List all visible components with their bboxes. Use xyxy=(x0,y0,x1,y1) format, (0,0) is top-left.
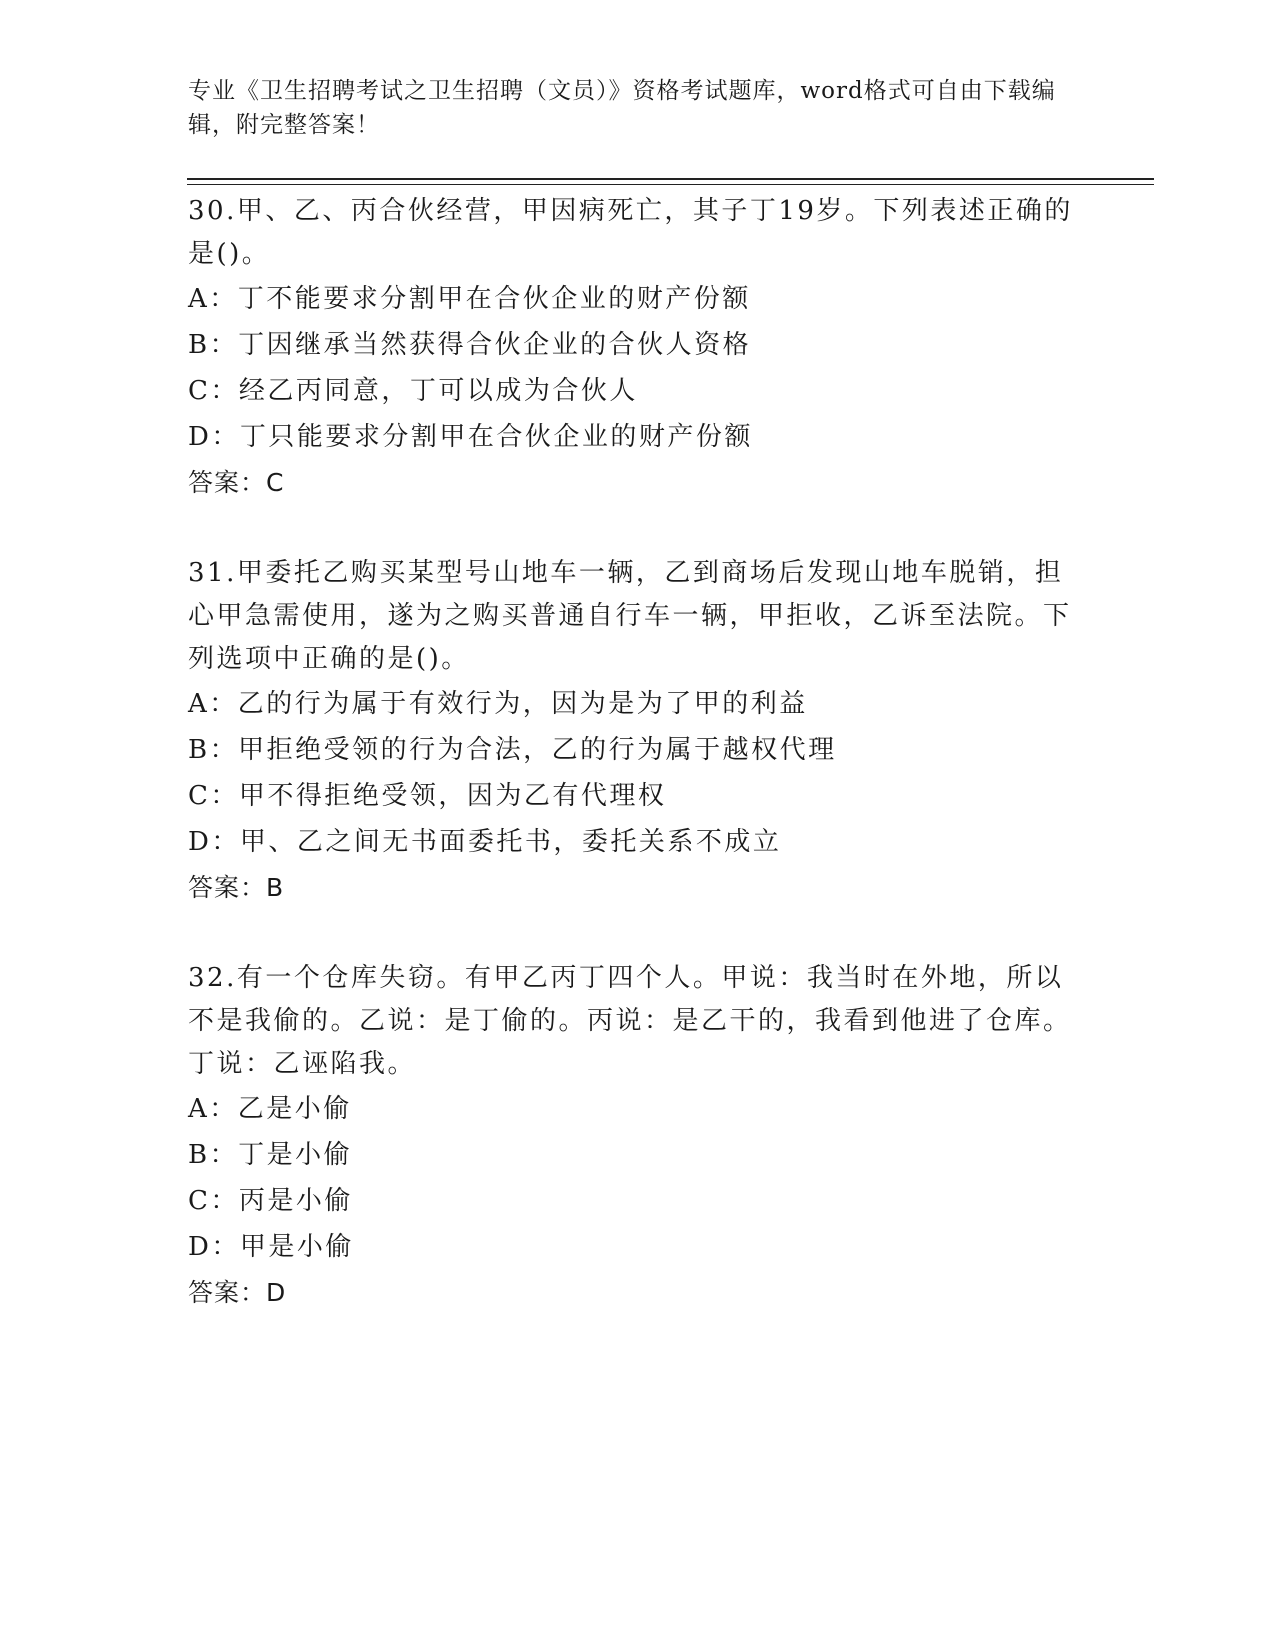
answer: 答案：C xyxy=(188,468,285,497)
question-31 xyxy=(188,552,1088,911)
question-stem: 30.甲、乙、丙合伙经营，甲因病死亡，其子丁19岁。下列表述正确的是()。 xyxy=(188,196,1073,269)
option-a: A：乙是小偷 xyxy=(188,1094,352,1124)
option-d: D：甲是小偷 xyxy=(188,1232,354,1262)
option-b: B：丁是小偷 xyxy=(188,1140,353,1170)
option-b: B：丁因继承当然获得合伙企业的合伙人资格 xyxy=(188,330,752,360)
question-stem: 32.有一个仓库失窃。有甲乙丙丁四个人。甲说：我当时在外地，所以不是我偷的。乙说：是丁偷的。丙说：是乙干的，我看到他进了仓库。丁说：乙诬陷我。 xyxy=(188,963,1072,1079)
option-a: A：丁不能要求分割甲在合伙企业的财产份额 xyxy=(188,284,751,314)
document-header: 专业《卫生招聘考试之卫生招聘（文员）》资格考试题库，word格式可自由下载编辑，附完整答案！ xyxy=(188,78,1056,138)
answer: 答案：B xyxy=(188,873,285,902)
question-30 xyxy=(188,190,1088,506)
option-a: A：乙的行为属于有效行为，因为是为了甲的利益 xyxy=(188,689,808,719)
option-d: D：丁只能要求分割甲在合伙企业的财产份额 xyxy=(188,422,753,452)
option-c: C：甲不得拒绝受领，因为乙有代理权 xyxy=(188,781,667,811)
option-c: C：经乙丙同意，丁可以成为合伙人 xyxy=(188,376,638,406)
question-32 xyxy=(188,957,1088,1316)
header-divider-thick xyxy=(187,178,1154,180)
option-d: D：甲、乙之间无书面委托书，委托关系不成立 xyxy=(188,827,782,857)
question-stem: 31.甲委托乙购买某型号山地车一辆，乙到商场后发现山地车脱销，担心甲急需使用，遂为之购买普通自行车一辆，甲拒收，乙诉至法院。下列选项中正确的是()。 xyxy=(188,558,1072,674)
question-list xyxy=(188,190,1088,1362)
answer: 答案：D xyxy=(188,1278,287,1307)
option-c: C：丙是小偷 xyxy=(188,1186,353,1216)
header-divider-thin xyxy=(187,184,1154,185)
option-b: B：甲拒绝受领的行为合法，乙的行为属于越权代理 xyxy=(188,735,837,765)
